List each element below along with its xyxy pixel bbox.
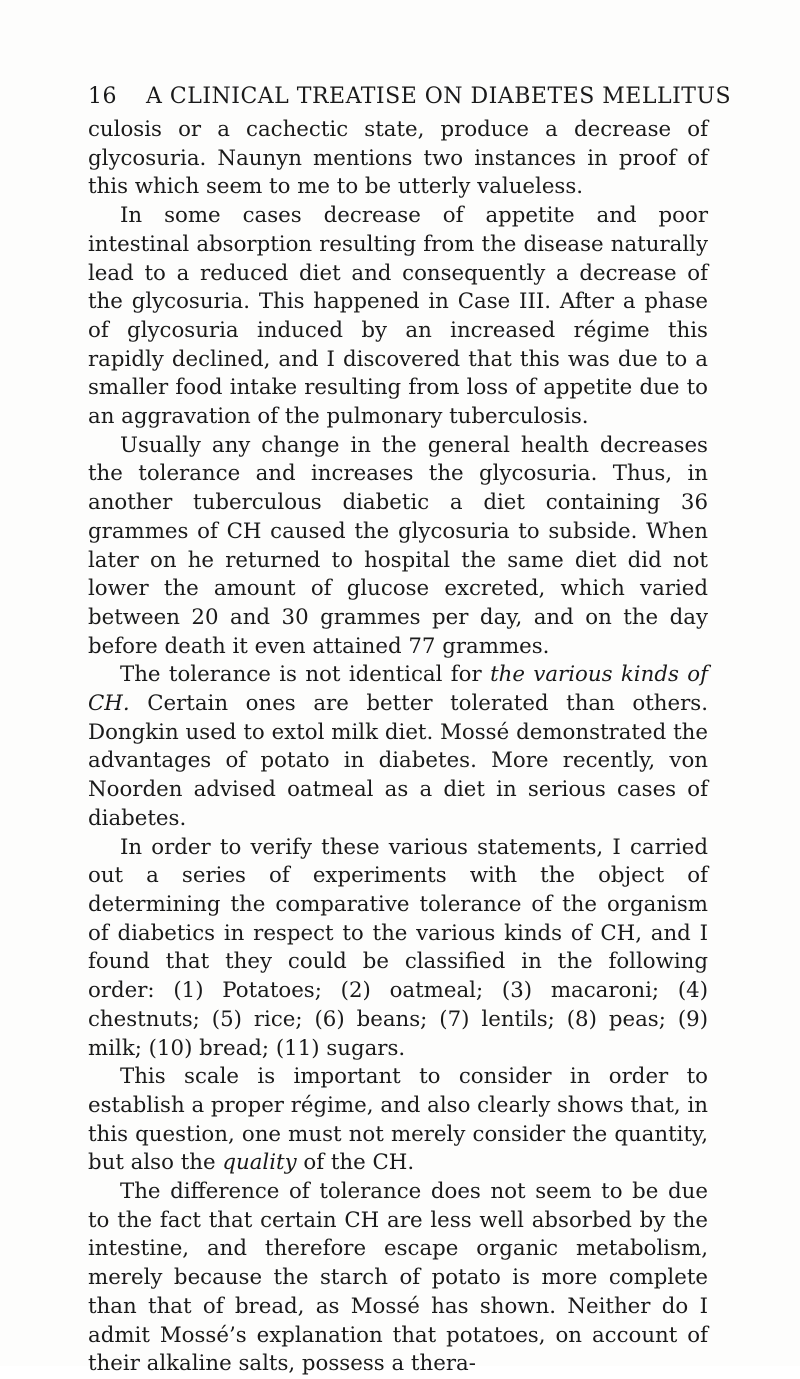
italic-phrase: the various kinds of CH. xyxy=(88,662,708,717)
page-number: 16 xyxy=(88,84,117,109)
paragraph-text: Certain ones are better tolerated than others. Dongkin used to extol milk diet. Mossé demonstrated the advantages of potato in diabetes. More recently, von Noorden advised oatmeal as a diet in serious cases of diabetes. xyxy=(88,691,708,831)
running-head xyxy=(88,84,732,109)
paragraph-text: of the CH. xyxy=(296,1150,415,1176)
paragraph-experiments: In order to verify these various statements, I carried out a series of experiments with the object of determining the comparative tolerance of the organism of diabetics in respect to the various kinds of CH, and I found that they could be classified in the following order: (1) Potatoes; (2) oatmeal; (3) macaroni; (4) chestnuts; (5) rice; (6) beans; (7) lentils; (8) peas; (9) milk; (10) bread; (11) sugars. xyxy=(88,834,708,1061)
paragraph-appetite: In some cases decrease of appetite and poor intestinal absorption resulting from the disease naturally lead to a reduced diet and consequently a decrease of the glycosuria. This happened in Case III. After a phase of glycosuria induced by an increased régime this rapidly declined, and I discovered that this was due to a smaller food intake resulting from loss of appetite due to an aggravation of the pulmonary tuberculosis. xyxy=(88,203,708,430)
italic-word: quality xyxy=(222,1150,297,1176)
paragraph-text: The tolerance is not identical for xyxy=(120,662,491,688)
paragraph-scale xyxy=(88,1063,708,1178)
paragraph-general-health: Usually any change in the general health decreases the tolerance and increases the glycosuria. Thus, in another tuberculous diabetic a diet containing 36 grammes of CH caused the glycosuria to subside. When later on he returned to hospital the same diet did not lower the amount of glucose excreted, which varied between 20 and 30 grammes per day, and on the day before death it even attained 77 grammes. xyxy=(88,432,708,659)
body-text xyxy=(88,116,708,1379)
paragraph-tolerance-kinds xyxy=(88,661,708,833)
running-title: A CLINICAL TREATISE ON DIABETES MELLITUS xyxy=(146,84,732,109)
paragraph-difference: The difference of tolerance does not seem to be due to the fact that certain CH are less well absorbed by the intestine, and therefore escape organic metabolism, merely because the starch of potato is more complete than that of bread, as Mossé has shown. Neither do I admit Mossé’s explanation that potatoes, on account of their alkaline salts, possess a thera- xyxy=(88,1179,708,1377)
paragraph-continuation: culosis or a cachectic state, produce a decrease of glycosuria. Naunyn mentions two instances in proof of this which seem to me to be utterly valueless. xyxy=(88,117,708,200)
paragraph-text: This scale is important to consider in order to establish a proper régime, and also clearly shows that, in this question, one must not merely consider the quantity, but also the xyxy=(88,1064,708,1176)
